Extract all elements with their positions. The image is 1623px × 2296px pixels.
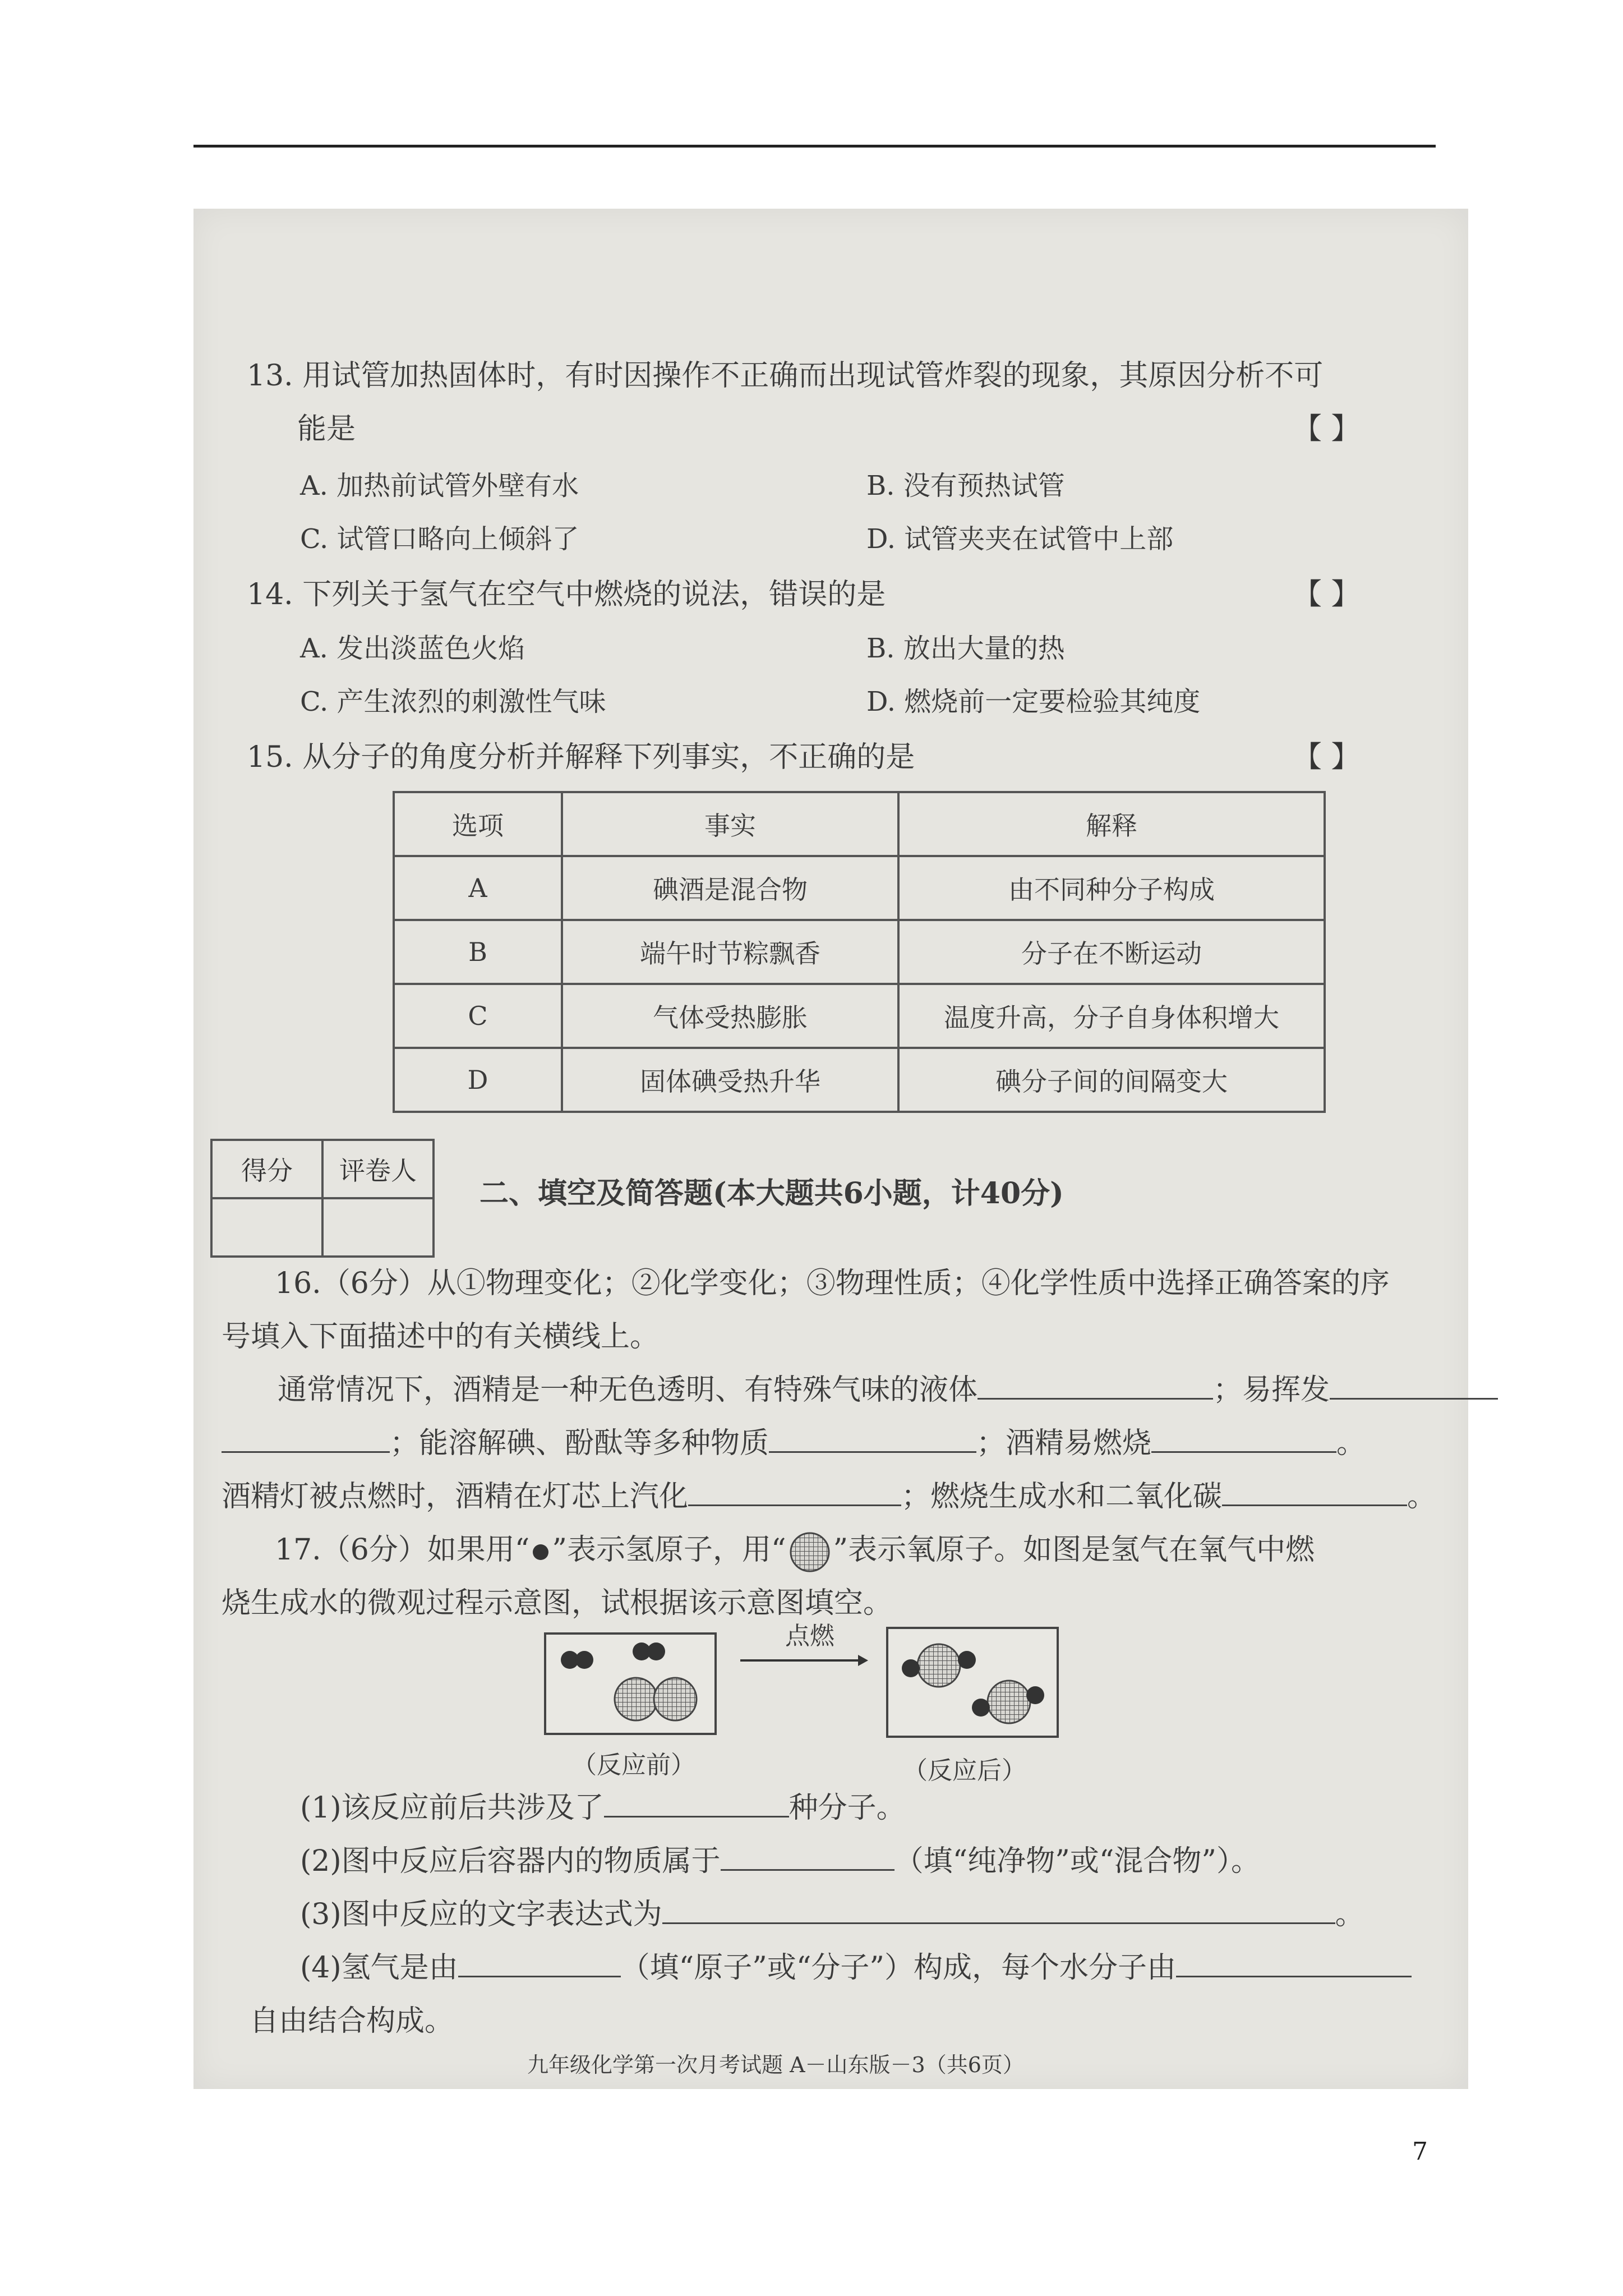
q13-option-c: C. 试管口略向上倾斜了 [300, 523, 579, 555]
hydrogen-atom-icon [575, 1651, 593, 1669]
q13-answer-bracket: 【 】 [1293, 412, 1361, 446]
q13-stem-line2: 能是 [297, 412, 356, 446]
q16-line4: ；能溶解碘、酚酞等多种物质 ；酒精易燃烧 。 [222, 1419, 1366, 1461]
oxygen-atom-icon [615, 1678, 657, 1720]
q14-stem: 14. 下列关于氢气在空气中燃烧的说法，错误的是 [247, 578, 886, 611]
hydrogen-atom-icon [972, 1699, 990, 1717]
q13-option-a: A. 加热前试管外壁有水 [300, 470, 579, 501]
hydrogen-atom-icon [1026, 1686, 1044, 1704]
q13-option-b: B. 没有预热试管 [866, 470, 1065, 501]
q16-line2: 号填入下面描述中的有关横线上。 [222, 1320, 660, 1354]
blank-liquid[interactable] [978, 1373, 1213, 1400]
hydrogen-atom-icon [958, 1651, 976, 1669]
q13-option-d: D. 试管夹夹在试管中上部 [866, 523, 1174, 555]
header-fact: 事实 [562, 792, 898, 856]
q14-option-d: D. 燃烧前一定要检验其纯度 [866, 686, 1201, 717]
blank-molecule-count[interactable] [604, 1791, 789, 1818]
row-explanation: 碘分子间的间隔变大 [898, 1048, 1325, 1112]
q17-line2: 烧生成水的微观过程示意图，试根据该示意图填空。 [222, 1586, 893, 1620]
grader-cell [322, 1198, 434, 1257]
row-option: B [394, 920, 562, 984]
page-number: 7 [1412, 2137, 1428, 2166]
before-molecules [546, 1635, 714, 1733]
oxygen-atom-icon [786, 1529, 833, 1576]
after-box [886, 1627, 1059, 1738]
blank-volatile-cont[interactable] [222, 1427, 390, 1453]
table-row [394, 1048, 1325, 1112]
q16-line3: 通常情况下，酒精是一种无色透明、有特殊气味的液体 ；易挥发 [278, 1366, 1498, 1408]
blank-volatile[interactable] [1330, 1373, 1498, 1400]
q15-stem: 15. 从分子的角度分析并解释下列事实，不正确的是 [247, 740, 915, 774]
row-fact: 固体碘受热升华 [562, 1048, 898, 1112]
q14-option-b: B. 放出大量的热 [866, 633, 1065, 664]
table-row [394, 856, 1325, 920]
blank-combustion[interactable] [1222, 1480, 1407, 1506]
table-header-row [394, 792, 1325, 856]
blank-dissolve[interactable] [769, 1427, 976, 1453]
oxygen-atom-icon [654, 1678, 697, 1720]
blank-vaporize[interactable] [688, 1480, 901, 1506]
row-fact: 端午时节粽飘香 [562, 920, 898, 984]
before-box [544, 1632, 717, 1735]
q17-part3: (3)图中反应的文字表达式为 。 [300, 1898, 1364, 1931]
q15-answer-bracket: 【 】 [1293, 740, 1361, 774]
score-label: 得分 [211, 1140, 322, 1198]
row-option: C [394, 984, 562, 1048]
header-explanation: 解释 [898, 792, 1325, 856]
hydrogen-atom-icon [902, 1659, 920, 1677]
top-rule [193, 145, 1436, 148]
blank-water-composition[interactable] [1176, 1951, 1412, 1977]
table-row [394, 920, 1325, 984]
q17-part4: (4)氢气是由 （填“原子”或“分子”）构成，每个水分子由 [300, 1944, 1412, 1986]
row-option: D [394, 1048, 562, 1112]
q17-part2: (2)图中反应后容器内的物质属于 （填“纯净物”或“混合物”）。 [300, 1844, 1261, 1878]
q17-line1: 17.（6分）如果用“ ”表示氢原子，用“ ”表示氧原子。如图是氢气在氧气中燃 [275, 1526, 1315, 1576]
row-fact: 气体受热膨胀 [562, 984, 898, 1048]
page-footer: 九年级化学第一次月考试题 A－山东版－3（共6页） [527, 2053, 1024, 2077]
q16-line5: 酒精灯被点燃时，酒精在灯芯上汽化 ；燃烧生成水和二氧化碳 。 [222, 1480, 1437, 1513]
row-explanation: 由不同种分子构成 [898, 856, 1325, 920]
oxygen-atom-icon [988, 1681, 1030, 1723]
arrow-icon [740, 1649, 869, 1672]
arrow-label: 点燃 [785, 1622, 834, 1650]
blank-atom-or-molecule[interactable] [458, 1951, 621, 1977]
table-row [394, 984, 1325, 1048]
q14-option-a: A. 发出淡蓝色火焰 [300, 633, 525, 664]
q14-answer-bracket: 【 】 [1293, 578, 1361, 611]
hydrogen-atom-icon [529, 1541, 552, 1563]
q14-option-c: C. 产生浓烈的刺激性气味 [300, 686, 606, 717]
before-caption: （反应前） [572, 1751, 695, 1779]
after-caption: （反应后） [903, 1756, 1026, 1785]
blank-word-equation[interactable] [662, 1898, 1335, 1924]
header-option: 选项 [394, 792, 562, 856]
blank-substance-type[interactable] [721, 1844, 895, 1871]
score-box [210, 1139, 435, 1258]
blank-flammable[interactable] [1151, 1427, 1336, 1453]
q17-part4-cont: 自由结合构成。 [250, 2004, 454, 2038]
q17-part1: (1)该反应前后共涉及了 种分子。 [300, 1791, 906, 1825]
hydrogen-atom-icon [647, 1642, 665, 1660]
grader-label: 评卷人 [322, 1140, 434, 1198]
row-explanation: 温度升高，分子自身体积增大 [898, 984, 1325, 1048]
row-option: A [394, 856, 562, 920]
score-cell [211, 1198, 322, 1257]
row-explanation: 分子在不断运动 [898, 920, 1325, 984]
after-molecules [888, 1629, 1057, 1736]
oxygen-atom-icon [917, 1644, 960, 1687]
q13-stem-line1: 13. 用试管加热固体时，有时因操作不正确而出现试管炸裂的现象，其原因分析不可 [247, 359, 1324, 393]
q15-table [393, 791, 1326, 1113]
q16-line1: 16.（6分）从①物理变化；②化学变化；③物理性质；④化学性质中选择正确答案的序 [275, 1267, 1390, 1300]
section-2-title: 二、填空及简答题(本大题共6小题，计40分) [479, 1176, 1064, 1211]
reaction-diagram [538, 1616, 1077, 1795]
row-fact: 碘酒是混合物 [562, 856, 898, 920]
